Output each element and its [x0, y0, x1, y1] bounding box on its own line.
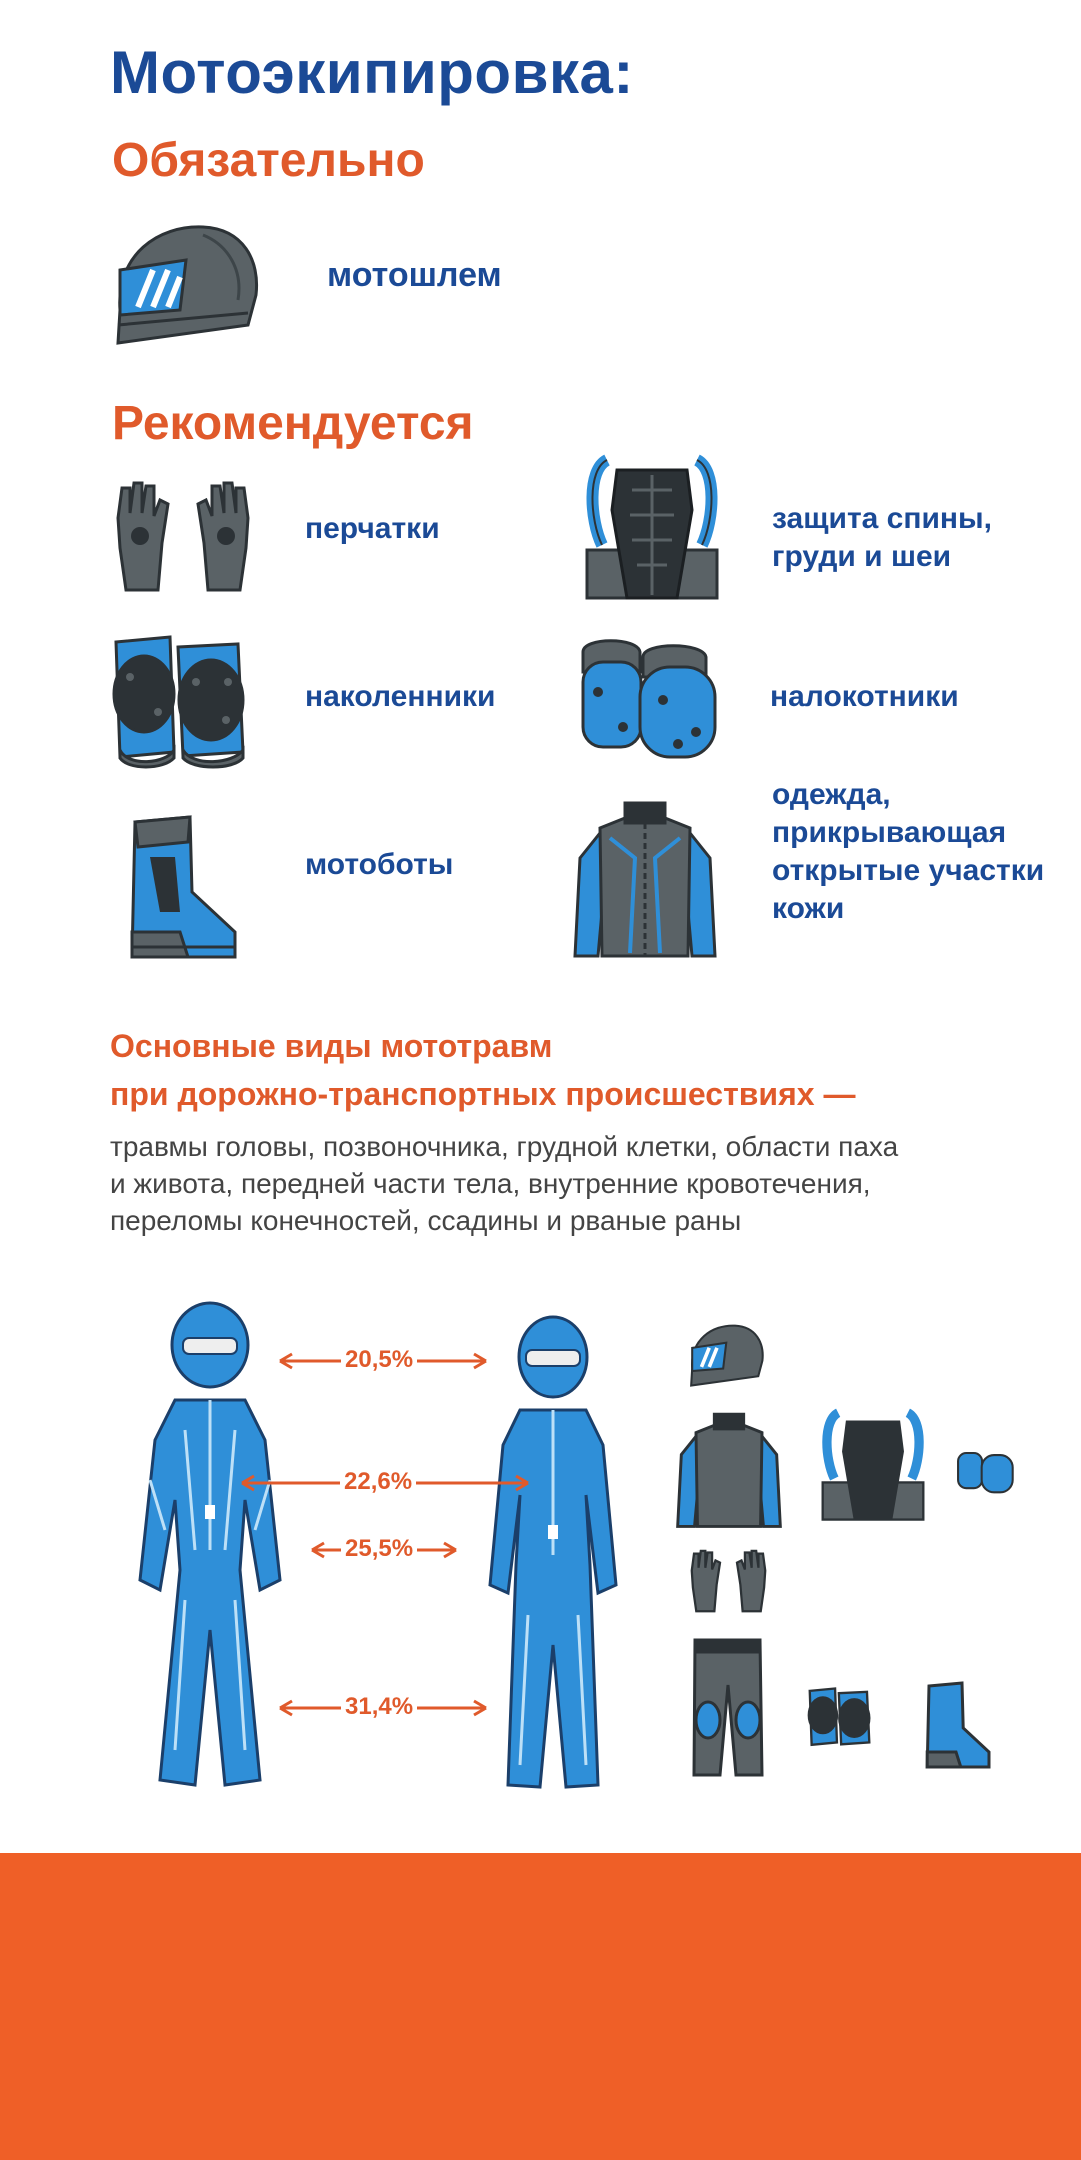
jacket-icon	[570, 798, 720, 960]
gloves-icon	[108, 478, 258, 593]
back-protector-icon	[582, 450, 722, 605]
elbow-pads-label: налокотники	[770, 680, 959, 713]
recommended-heading: Рекомендуется	[112, 397, 474, 450]
boot-label: мотоботы	[305, 848, 454, 881]
jacket-label: одежда, прикрывающая открытые участки кожи	[772, 778, 1045, 925]
injuries-text: травмы головы, позвоночника, грудной клетки, области паха и живота, передней части тела, внутренние кровотечения, переломы конечностей, ссадины и рваные раны	[110, 1131, 899, 1236]
page-title: Мотоэкипировка:	[110, 39, 634, 106]
elbow-pads-icon	[578, 632, 723, 762]
small-elbow-pads-icon	[956, 1440, 1016, 1495]
small-gloves-icon	[686, 1548, 771, 1613]
gloves-label: перчатки	[305, 512, 440, 545]
mandatory-heading: Обязательно	[112, 134, 425, 187]
small-jacket-icon	[674, 1410, 784, 1530]
back-protector-label: защита спины, груди и шеи	[772, 502, 992, 573]
helmet-label: мотошлем	[327, 256, 502, 294]
small-trousers-icon	[690, 1635, 765, 1780]
injuries-heading: Основные виды мототравм при дорожно-транспортных происшествиях —	[110, 1028, 856, 1112]
knee-pads-label: наколенники	[305, 680, 496, 713]
footer-band	[0, 1853, 1081, 2160]
small-helmet-icon	[686, 1318, 766, 1388]
small-back-protector-icon	[818, 1405, 928, 1525]
helmet-icon	[108, 215, 263, 345]
knee-pads-icon	[108, 632, 253, 772]
small-boot-icon	[920, 1680, 992, 1770]
boot-icon	[120, 812, 240, 962]
small-knee-pads-icon	[806, 1685, 874, 1753]
